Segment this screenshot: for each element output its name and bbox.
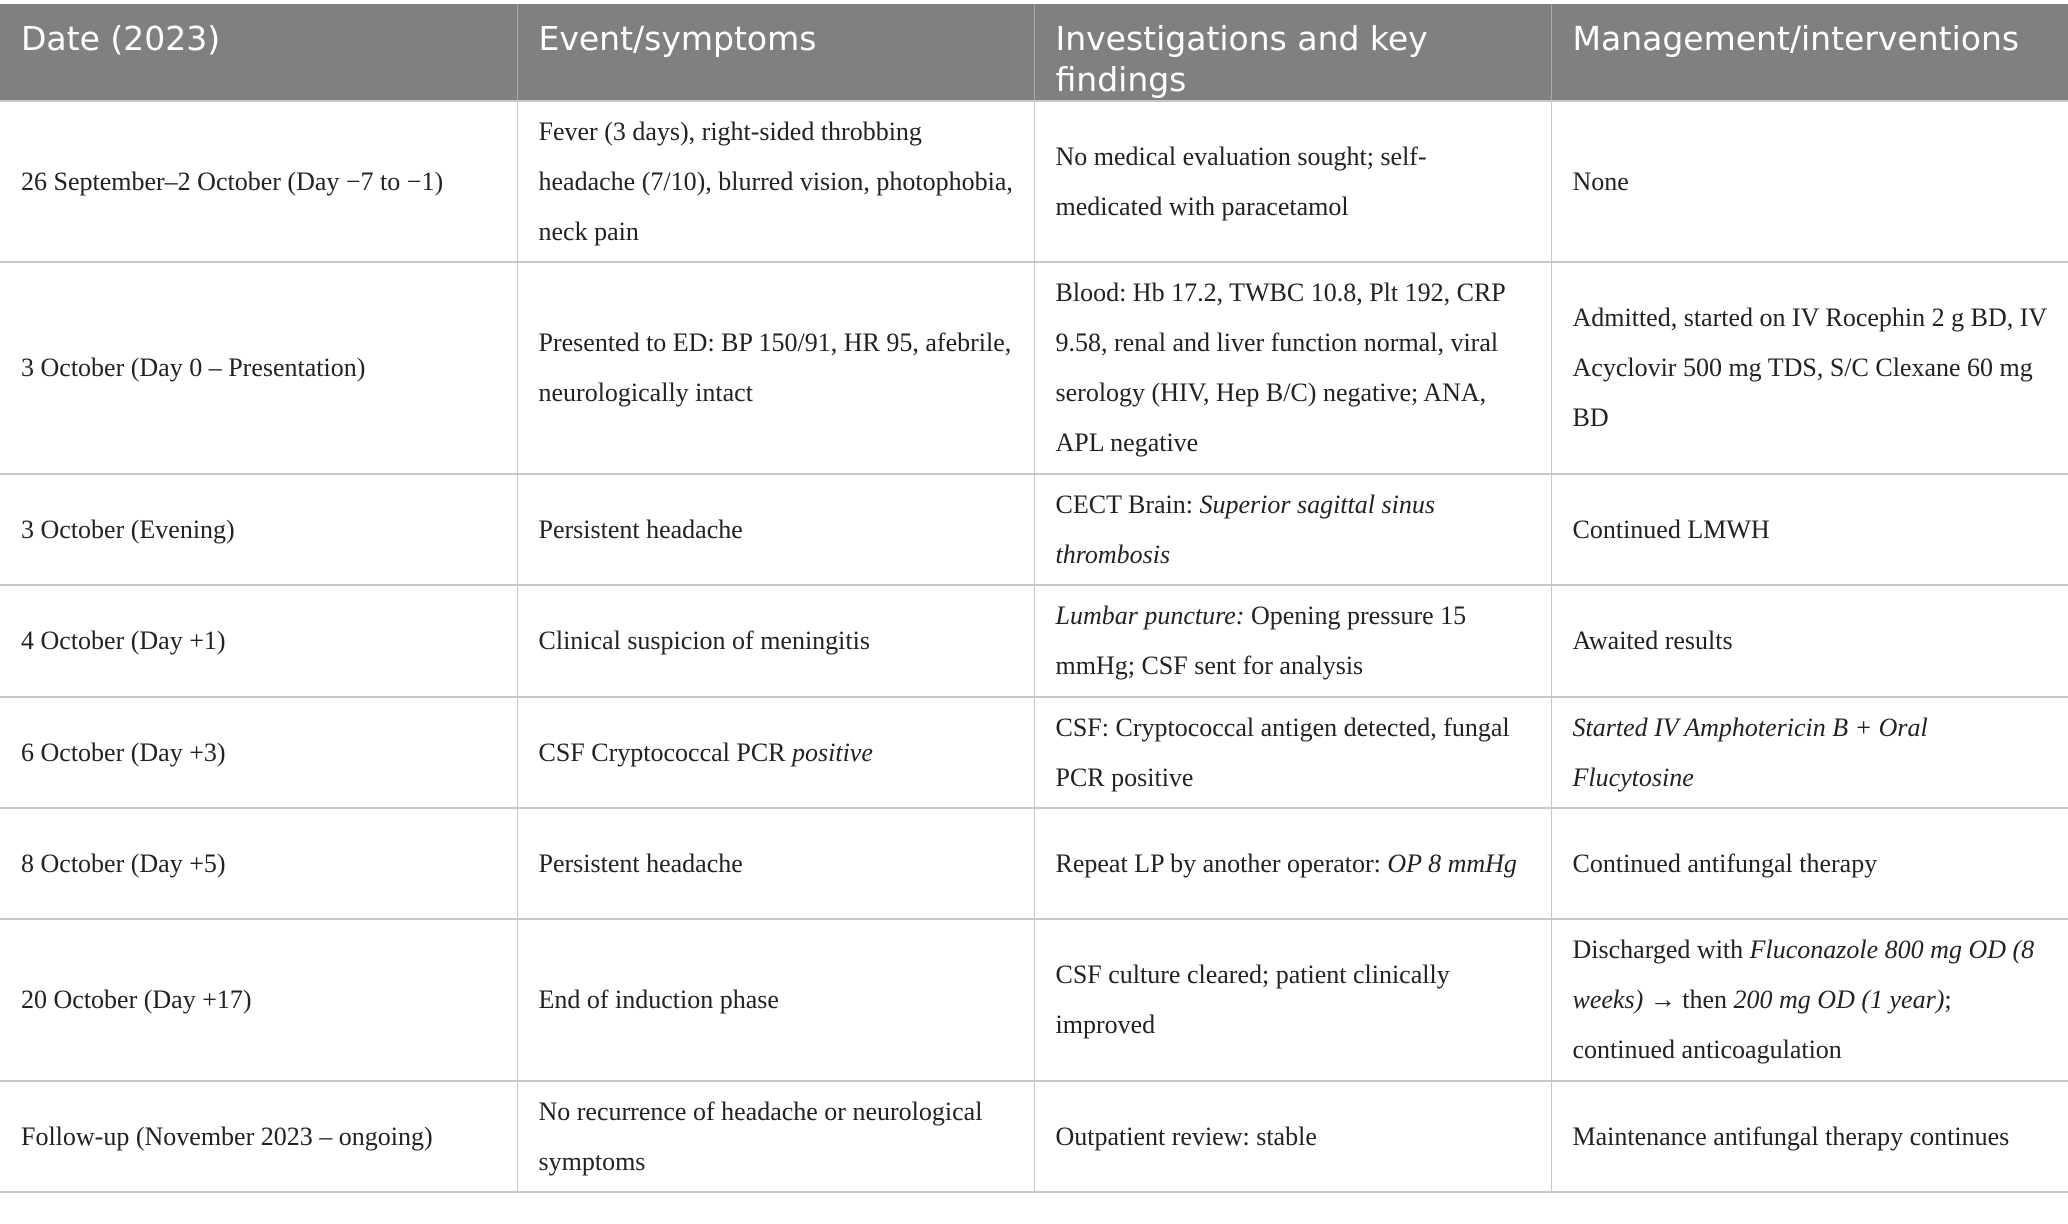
cell-management — [1551, 585, 2068, 697]
cell-event — [517, 262, 1034, 474]
text: CSF Cryptococcal PCR — [538, 737, 793, 767]
cell-management — [1551, 474, 2068, 585]
text: 20 October (Day +17) — [21, 985, 252, 1014]
text: 4 October (Day +1) — [21, 626, 226, 655]
cell-date — [0, 585, 517, 697]
text: 3 October (Day 0 – Presentation) — [21, 353, 366, 382]
text: 8 October (Day +5) — [21, 848, 226, 878]
text: CSF culture cleared; patient clinically improved — [1055, 960, 1450, 1039]
cell-event — [517, 697, 1034, 808]
cell-investigations — [1034, 585, 1551, 697]
text: Discharged with — [1572, 935, 1750, 964]
text: Awaited results — [1572, 626, 1733, 655]
cell-event — [517, 808, 1034, 919]
italic-text: Fluconazole 800 mg OD (8 weeks) — [1572, 935, 2035, 1014]
cell-date — [0, 919, 517, 1081]
header-event: Event/symptoms — [517, 4, 1034, 101]
cell-investigations — [1034, 808, 1551, 919]
cell-date — [0, 101, 517, 262]
cell-investigations — [1034, 919, 1551, 1081]
text: No recurrence of headache or neurological symptoms — [538, 1096, 983, 1176]
table-row — [0, 262, 2068, 474]
text: Persistent headache — [538, 514, 743, 544]
text: Admitted, started on IV Rocephin 2 g BD, IV Acyclovir 500 mg TDS, S/C Clexane 60 mg BD — [1572, 303, 2047, 432]
text: ; continued anticoagulation — [1572, 985, 1952, 1064]
text: Repeat LP by another operator: — [1055, 848, 1388, 878]
text: Persistent headache — [538, 848, 743, 878]
text: → then — [1643, 985, 1734, 1014]
text: Continued antifungal therapy — [1572, 848, 1878, 878]
cell-investigations — [1034, 262, 1551, 474]
text: 26 September–2 October (Day −7 to −1) — [21, 166, 444, 196]
text: None — [1572, 166, 1629, 196]
cell-investigations — [1034, 1081, 1551, 1192]
text: Continued LMWH — [1572, 514, 1770, 544]
cell-date — [0, 474, 517, 585]
text: Blood: Hb 17.2, TWBC 10.8, Plt 192, CRP 9.58, renal and liver function normal, viral serology (HIV, Hep B/C) negative; ANA, APL negative — [1055, 278, 1505, 457]
table-row — [0, 919, 2068, 1081]
table-row — [0, 585, 2068, 697]
cell-investigations — [1034, 101, 1551, 262]
italic-text: Superior sagittal sinus thrombosis — [1055, 489, 1435, 569]
table-row — [0, 1081, 2068, 1192]
text: Follow-up (November 2023 – ongoing) — [21, 1121, 433, 1151]
text: CECT Brain: — [1055, 489, 1200, 519]
table-header — [0, 4, 2068, 101]
italic-text: 200 mg OD (1 year) — [1733, 985, 1945, 1014]
text: CSF: Cryptococcal antigen detected, fungal PCR positive — [1055, 712, 1510, 792]
header-row — [0, 4, 2068, 101]
cell-management — [1551, 101, 2068, 262]
text: End of induction phase — [538, 985, 779, 1014]
cell-investigations — [1034, 697, 1551, 808]
cell-event — [517, 1081, 1034, 1192]
header-date: Date (2023) — [0, 4, 517, 101]
cell-event — [517, 101, 1034, 262]
cell-management — [1551, 1081, 2068, 1192]
table-row — [0, 474, 2068, 585]
italic-text: Lumbar puncture: — [1055, 601, 1245, 630]
cell-event — [517, 585, 1034, 697]
cell-date — [0, 262, 517, 474]
cell-investigations — [1034, 474, 1551, 585]
header-management: Management/interventions — [1551, 4, 2068, 101]
text: Maintenance antifungal therapy continues — [1572, 1121, 2010, 1151]
clinical-timeline-table — [0, 4, 2068, 1193]
text: Opening pressure 15 mmHg; CSF sent for analysis — [1055, 601, 1467, 680]
text: Clinical suspicion of meningitis — [538, 626, 870, 655]
cell-date — [0, 697, 517, 808]
text: 3 October (Evening) — [21, 514, 235, 544]
cell-management — [1551, 919, 2068, 1081]
italic-text: Started IV Amphotericin B + Oral Flucytosine — [1572, 712, 1928, 792]
cell-management — [1551, 808, 2068, 919]
table-row — [0, 808, 2068, 919]
cell-management — [1551, 697, 2068, 808]
table-body — [0, 101, 2068, 1192]
table-row — [0, 101, 2068, 262]
text: No medical evaluation sought; self-medicated with paracetamol — [1055, 141, 1427, 221]
text: 6 October (Day +3) — [21, 737, 226, 767]
cell-date — [0, 1081, 517, 1192]
italic-text: positive — [792, 737, 873, 767]
header-investigations: Investigations and key findings — [1034, 4, 1551, 101]
cell-management — [1551, 262, 2068, 474]
cell-event — [517, 474, 1034, 585]
text: Fever (3 days), right-sided throbbing headache (7/10), blurred vision, photophobia, neck pain — [538, 116, 1013, 246]
cell-event — [517, 919, 1034, 1081]
text: Outpatient review: stable — [1055, 1121, 1317, 1151]
italic-text: OP 8 mmHg — [1387, 848, 1517, 878]
cell-date — [0, 808, 517, 919]
table-row — [0, 697, 2068, 808]
text: Presented to ED: BP 150/91, HR 95, afebrile, neurologically intact — [538, 328, 1012, 407]
